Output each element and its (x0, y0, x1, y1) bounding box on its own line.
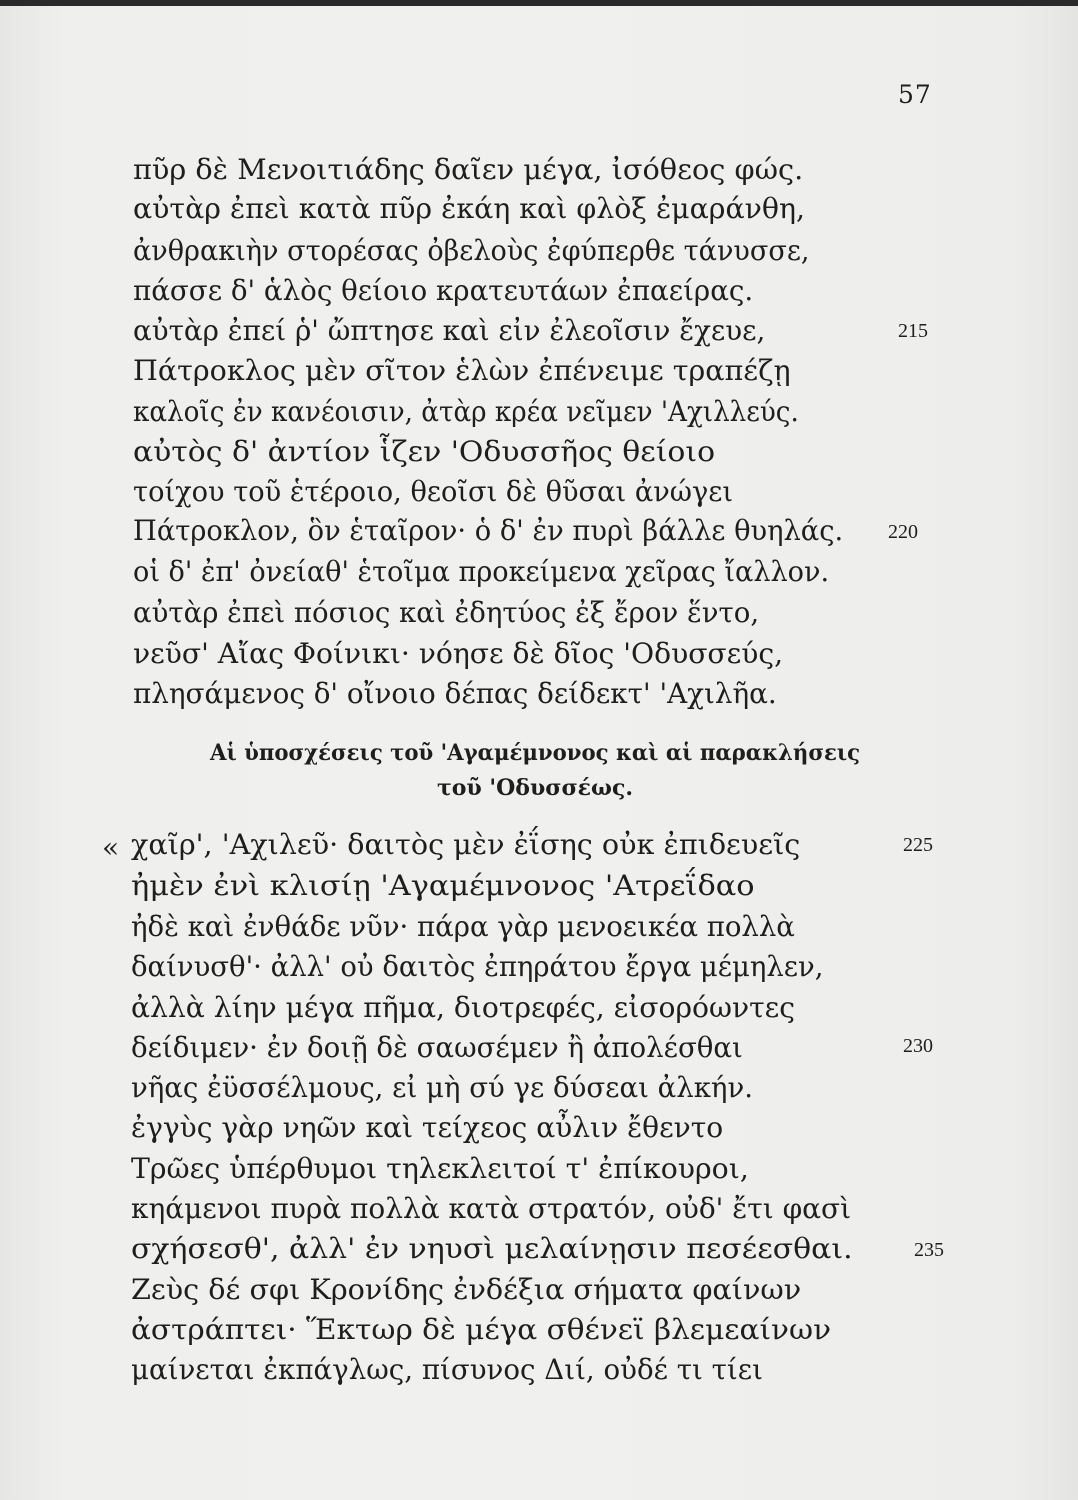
verse-line: νῆας ἐϋσσέλμους, εἰ μὴ σύ γε δύσεαι ἀλκήν. (131, 1071, 753, 1104)
section-heading-line1: Αἱ ὑποσχέσεις τοῦ 'Αγαμέμνονος καὶ αἱ παρακλήσεις (210, 740, 861, 766)
line-number-220: 220 (888, 521, 918, 543)
verse-line: πῦρ δὲ Μενοιτιάδης δαῖεν μέγα, ἰσόθεος φώς. (133, 153, 804, 186)
verse-line: ἀλλὰ λίην μέγα πῆμα, διοτρεφές, εἰσορόωντες (131, 991, 796, 1024)
verse-line: δαίνυσθ'· ἀλλ' οὐ δαιτὸς ἐπηράτου ἔργα μέμηλεν, (131, 950, 824, 983)
verse-line: χαῖρ', 'Αχιλεῦ· δαιτὸς μὲν ἐΐσης οὐκ ἐπιδευεῖς (131, 828, 801, 861)
top-edge-rule (0, 0, 1078, 6)
verse-line: νεῦσ' Αἴας Φοίνικι· νόησε δὲ δῖος 'Οδυσσεύς, (133, 637, 784, 670)
verse-line: σχήσεσθ', ἀλλ' ἐν νηυσὶ μελαίνῃσιν πεσέεσθαι. (131, 1232, 853, 1265)
verse-line: ἐγγὺς γὰρ νηῶν καὶ τείχεος αὖλιν ἔθεντο (131, 1111, 724, 1144)
verse-line: ἀνθρακιὴν στορέσας ὀβελοὺς ἐφύπερθε τάνυσσε, (133, 234, 810, 267)
verse-line: αὐτὰρ ἐπεί ῥ' ὤπτησε καὶ εἰν ἐλεοῖσιν ἔχευε, (133, 314, 766, 347)
verse-line: οἱ δ' ἐπ' ὀνείαθ' ἑτοῖμα προκείμενα χεῖρας ἴαλλον. (133, 555, 830, 588)
verse-line: Πάτροκλος μὲν σῖτον ἑλὼν ἐπένειμε τραπέζῃ (133, 354, 791, 387)
verse-line: Ζεὺς δέ σφι Κρονίδης ἐνδέξια σήματα φαίνων (131, 1273, 802, 1306)
verse-line: καλοῖς ἐν κανέοισιν, ἀτὰρ κρέα νεῖμεν 'Αχιλλεύς. (133, 395, 799, 428)
opening-quote-mark: « (102, 831, 120, 864)
verse-line: αὐτὰρ ἐπεὶ πόσιος καὶ ἐδητύος ἐξ ἔρον ἕντο, (133, 596, 760, 629)
verse-line: δείδιμεν· ἐν δοιῇ δὲ σαωσέμεν ἢ ἀπολέσθαι (131, 1031, 743, 1064)
verse-line: τοίχου τοῦ ἑτέροιο, θεοῖσι δὲ θῦσαι ἀνώγει (133, 475, 734, 508)
verse-line: Πάτροκλον, ὃν ἑταῖρον· ὁ δ' ἐν πυρὶ βάλλε θυηλάς. (133, 514, 844, 547)
line-number-235: 235 (914, 1239, 944, 1261)
line-number-230: 230 (903, 1035, 933, 1057)
verse-line: πλησάμενος δ' οἴνοιο δέπας δείδεκτ' 'Αχιλῆα. (133, 677, 777, 710)
line-number-225: 225 (903, 834, 933, 856)
section-heading-line2: τοῦ 'Οδυσσέως. (437, 775, 634, 801)
verse-line: ἠδὲ καὶ ἐνθάδε νῦν· πάρα γὰρ μενοεικέα πολλὰ (131, 910, 795, 943)
page-number: 57 (898, 80, 932, 109)
verse-line: Τρῶες ὑπέρθυμοι τηλεκλειτοί τ' ἐπίκουροι, (131, 1152, 749, 1185)
verse-line: ἠμὲν ἐνὶ κλισίῃ 'Αγαμέμνονος 'Ατρεΐδαο (131, 869, 755, 902)
verse-line: πάσσε δ' ἁλὸς θείοιο κρατευτάων ἐπαείρας. (133, 274, 754, 307)
verse-line: ἀστράπτει· Ἕκτωρ δὲ μέγα σθένεϊ βλεμεαίνων (131, 1313, 832, 1346)
verse-line: κηάμενοι πυρὰ πολλὰ κατὰ στρατόν, οὐδ' ἔτι φασὶ (131, 1192, 852, 1225)
line-number-215: 215 (898, 320, 928, 342)
verse-line: αὐτὰρ ἐπεὶ κατὰ πῦρ ἐκάη καὶ φλὸξ ἐμαράνθη, (133, 192, 806, 225)
verse-line: μαίνεται ἐκπάγλως, πίσυνος Διί, οὐδέ τι τίει (131, 1353, 763, 1386)
verse-line: αὐτὸς δ' ἀντίον ἷζεν 'Οδυσσῆος θείοιο (133, 435, 716, 468)
